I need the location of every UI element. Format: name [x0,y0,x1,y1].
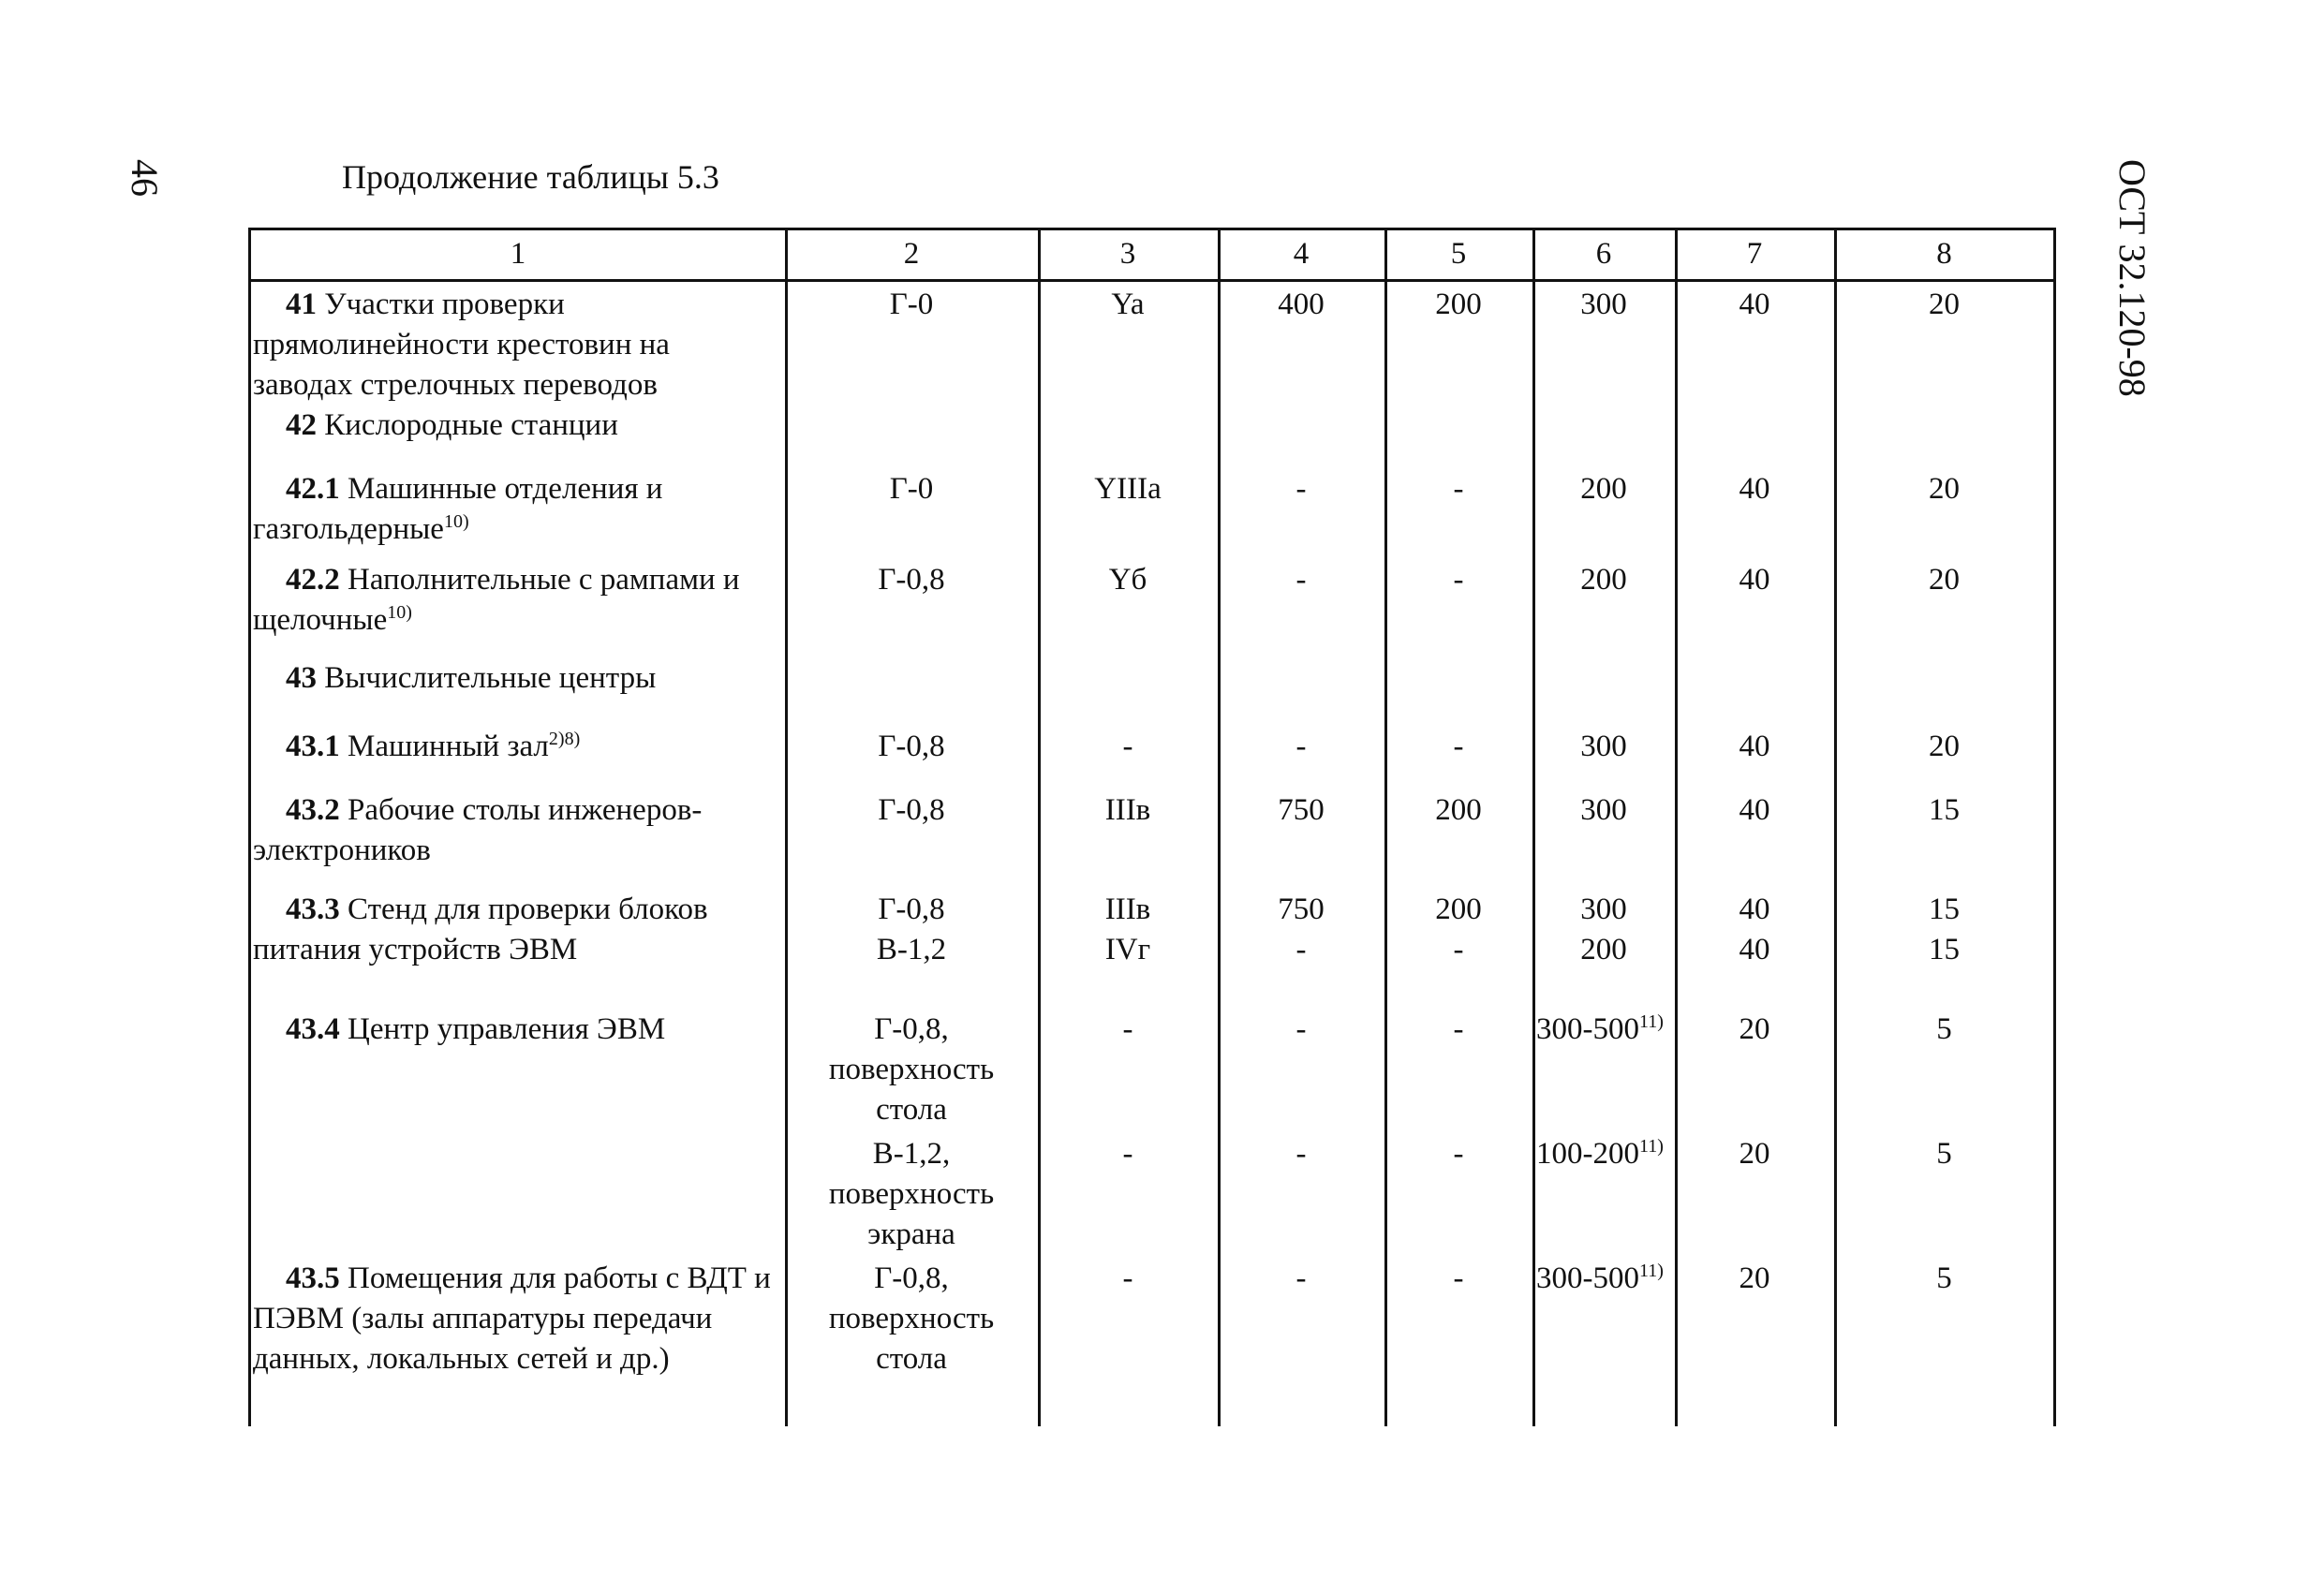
cell-surface [785,890,1038,970]
cell-value-line: 300 [1580,892,1627,926]
row-label: питания устройств ЭВМ [253,933,578,966]
cell-surface: Г-0,8 [878,730,945,763]
row-label: Рабочие столы инженеров- [348,793,703,827]
cell-category [1038,890,1218,970]
row-label: щелочные [253,603,388,637]
cell-value [1536,1134,1677,1174]
cell-value: - [1295,730,1307,763]
cell-value-line: 40 [1739,933,1770,966]
cell-value-line: 750 [1278,892,1325,926]
cell-surface-line: поверхность [828,1302,995,1335]
cell-value: - [1453,1012,1464,1046]
header-cell: 4 [1293,237,1310,271]
cell-category: IIIв [1104,793,1151,827]
cell-value: - [1295,563,1307,597]
cell-value: - [1453,1261,1464,1295]
cell-value: 20 [1929,472,1960,506]
cell-surface-line: поверхность [828,1053,995,1086]
cell-surface [785,1134,1038,1255]
cell-value-line: 200 [1580,933,1627,966]
cell-surface-line: Г-0,8, [874,1012,949,1046]
cell-surface-line: поверхность [828,1177,995,1211]
cell-surface: Г-0 [889,472,934,506]
cell-value: 20 [1739,1137,1770,1171]
row-label: Помещения для работы с ВДТ и [348,1261,771,1295]
header-cell: 6 [1595,237,1612,271]
cell-category: - [1122,1012,1133,1046]
row-number: 43 [286,661,317,695]
cell-surface-line: экрана [867,1217,955,1251]
row-title [251,790,785,871]
cell-category: Yб [1108,563,1147,597]
cell-value-text: 300-500 [1536,1261,1639,1295]
header-cell: 3 [1119,237,1136,271]
row-label: Центр управления ЭВМ [348,1012,666,1046]
cell-value: 300 [1580,730,1627,763]
cell-surface [785,1010,1038,1130]
cell-value: 200 [1580,563,1627,597]
row-title [251,560,785,641]
footnote-ref: 11) [1639,1011,1664,1032]
cell-value: - [1453,730,1464,763]
cell-value: 5 [1936,1137,1952,1171]
footnote-ref: 2)8) [548,729,581,749]
cell-value: 200 [1435,793,1482,827]
cell-value [1675,890,1834,970]
cell-value: - [1295,1261,1307,1295]
row-label: электроников [253,833,431,867]
cell-value: 20 [1929,288,1960,321]
lighting-norms-table [248,228,2056,1426]
cell-surface-line: Г-0,8 [878,892,945,926]
table-caption: Продолжение таблицы 5.3 [342,158,719,196]
cell-value: - [1295,1012,1307,1046]
row-number: 42.2 [286,563,340,597]
cell-surface: Г-0 [889,288,934,321]
cell-value: 20 [1739,1261,1770,1295]
footnote-ref: 10) [387,602,412,623]
cell-value: 5 [1936,1012,1952,1046]
cell-surface [785,1259,1038,1379]
cell-value: 15 [1929,793,1960,827]
row-number: 41 [286,288,317,321]
cell-value-line: - [1453,933,1464,966]
cell-surface: Г-0,8 [878,563,945,597]
header-cell: 2 [903,237,920,271]
footnote-ref: 10) [443,511,469,532]
cell-value-text: 300-500 [1536,1012,1639,1046]
cell-value: 300 [1580,288,1627,321]
cell-value-line: 15 [1929,933,1960,966]
cell-value: 200 [1580,472,1627,506]
cell-surface: Г-0,8 [878,793,945,827]
row-label: заводах стрелочных переводов [253,368,658,402]
cell-value [1218,890,1384,970]
row-label: газгольдерные [253,512,444,546]
cell-value: 40 [1739,288,1770,321]
row-number: 43.5 [286,1261,340,1295]
cell-category: - [1122,1137,1133,1171]
row-label: Машинные отделения и [348,472,663,506]
cell-value-text: 100-200 [1536,1137,1639,1171]
cell-value-line: 15 [1929,892,1960,926]
cell-value: 20 [1929,730,1960,763]
cell-value: 40 [1739,793,1770,827]
cell-value [1834,890,2054,970]
cell-value: 5 [1936,1261,1952,1295]
table-header-row [251,230,2053,282]
cell-category-line: IVг [1104,933,1151,966]
cell-value: - [1453,1137,1464,1171]
cell-value: 750 [1278,793,1325,827]
cell-value: 300 [1580,793,1627,827]
row-title [251,406,785,446]
row-label: данных, локальных сетей и др.) [253,1342,670,1376]
cell-value: 20 [1929,563,1960,597]
cell-value: 40 [1739,730,1770,763]
row-label: Кислородные станции [324,408,618,442]
cell-value: - [1295,1137,1307,1171]
cell-category: - [1122,730,1133,763]
row-number: 43.4 [286,1012,340,1046]
row-number: 43.3 [286,892,340,926]
page-number: 46 [124,159,166,197]
cell-value-line: 200 [1435,892,1482,926]
document-code: ОСТ 32.120-98 [2111,159,2154,397]
row-label: прямолинейности крестовин на [253,328,670,361]
row-number: 43.2 [286,793,340,827]
cell-value: 40 [1739,563,1770,597]
cell-surface-line: Г-0,8, [874,1261,949,1295]
header-cell: 8 [1936,237,1952,271]
cell-surface-line: стола [876,1342,947,1376]
cell-value: - [1295,472,1307,506]
cell-surface-line: стола [876,1093,947,1127]
row-title [251,658,785,699]
cell-category: YIIIa [1094,472,1162,506]
cell-value: 200 [1435,288,1482,321]
cell-value: 400 [1278,288,1325,321]
cell-category: Ya [1111,288,1145,321]
header-cell: 1 [510,237,526,271]
cell-value-line: - [1295,933,1307,966]
cell-value: 20 [1739,1012,1770,1046]
cell-surface-line: В-1,2 [876,933,947,966]
header-cell: 7 [1746,237,1763,271]
footnote-ref: 11) [1639,1261,1664,1281]
cell-value: - [1453,563,1464,597]
cell-value [1384,890,1532,970]
cell-surface-line: В-1,2, [872,1137,951,1171]
row-title [251,285,785,406]
row-title [251,469,785,550]
row-number: 42.1 [286,472,340,506]
row-label: Машинный зал [348,730,549,763]
row-label: Участки проверки [324,288,565,321]
footnote-ref: 11) [1639,1136,1664,1157]
cell-value: 40 [1739,472,1770,506]
cell-value [1532,890,1675,970]
header-cell: 5 [1450,237,1467,271]
row-title [251,1259,785,1379]
cell-category-line: IIIв [1104,892,1151,926]
row-label: Наполнительные с рампами и [348,563,740,597]
row-label: Стенд для проверки блоков [348,892,708,926]
row-title [251,727,785,767]
row-title [251,890,785,970]
cell-category: - [1122,1261,1133,1295]
row-label: Вычислительные центры [324,661,657,695]
cell-value [1536,1259,1677,1299]
cell-value [1536,1010,1677,1050]
row-label: ПЭВМ (залы аппаратуры передачи [253,1302,713,1335]
row-number: 43.1 [286,730,340,763]
row-number: 42 [286,408,317,442]
cell-value: - [1453,472,1464,506]
cell-value-line: 40 [1739,892,1770,926]
row-title [251,1010,785,1050]
